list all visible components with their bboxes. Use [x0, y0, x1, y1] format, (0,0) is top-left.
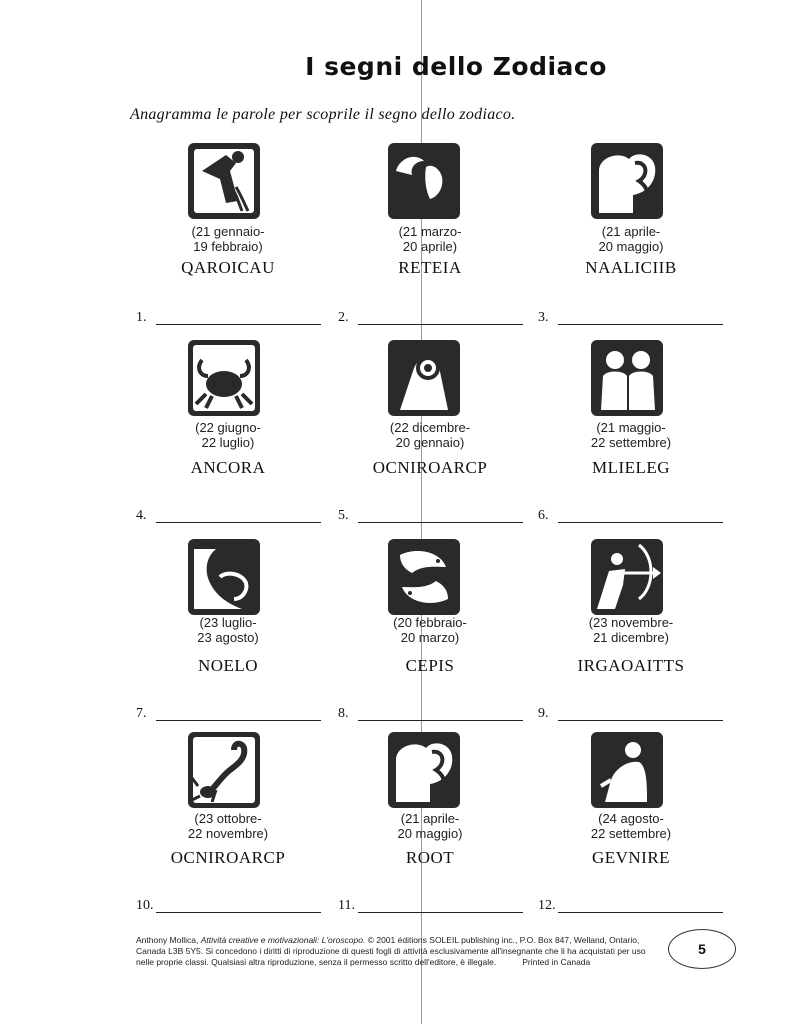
- leo-icon: [186, 537, 262, 617]
- answer-field[interactable]: [538, 508, 728, 526]
- date-end: 20 gennaio): [395, 435, 465, 450]
- date-start: (20 febbraio-: [393, 615, 467, 630]
- answer-line[interactable]: [156, 324, 321, 325]
- sign-date-range: [330, 615, 530, 645]
- date-start: (21 gennaio-: [191, 224, 265, 239]
- date-start: (22 dicembre-: [389, 420, 471, 435]
- answer-number: 4.: [136, 508, 147, 523]
- answer-field[interactable]: [538, 706, 728, 724]
- answer-line[interactable]: [358, 720, 523, 721]
- answer-number: 7.: [136, 706, 147, 721]
- sign-date-range: [531, 420, 731, 450]
- answer-line[interactable]: [558, 912, 723, 913]
- answer-number: 12.: [538, 898, 556, 913]
- answer-number: 1.: [136, 310, 147, 325]
- answer-number: 5.: [338, 508, 349, 523]
- cancer-icon: [186, 338, 262, 418]
- date-start: (21 aprile-: [400, 811, 460, 826]
- footer-rights: Canada L3B 5Y5. Si concedono i diritti di riproduzione di questi fogli di attività esclusivamente all'insegnante che li ha acquistati per uso: [136, 946, 646, 956]
- answer-number: 10.: [136, 898, 154, 913]
- anagram-word: CEPIS: [405, 656, 455, 675]
- answer-field[interactable]: [136, 508, 326, 526]
- anagram-word: ROOT: [405, 848, 455, 867]
- sign-date-range: [531, 811, 731, 841]
- sign-date-range: [330, 420, 530, 450]
- answer-line[interactable]: [358, 522, 523, 523]
- pisces-icon: [386, 537, 462, 617]
- date-end: 22 settembre): [590, 435, 672, 450]
- answer-field[interactable]: [338, 706, 528, 724]
- page-title: I segni dello Zodiaco: [305, 52, 607, 81]
- anagram-word: NAALICIIB: [585, 258, 677, 277]
- date-start: (21 maggio-: [596, 420, 666, 435]
- answer-number: 6.: [538, 508, 549, 523]
- anagram-word: OCNIROARCP: [170, 848, 286, 867]
- copyright-footer: [136, 935, 676, 968]
- footer-book-title: Attività creative e motivazionali: L'oroscopo.: [200, 935, 366, 945]
- date-start: (24 agosto-: [598, 811, 664, 826]
- date-end: 23 agosto): [197, 630, 259, 645]
- answer-line[interactable]: [558, 324, 723, 325]
- sign-date-range: [330, 811, 530, 841]
- answer-line[interactable]: [156, 720, 321, 721]
- answer-field[interactable]: [338, 898, 528, 916]
- answer-number: 8.: [338, 706, 349, 721]
- date-end: 19 febbraio): [193, 239, 263, 254]
- taurus-icon: [386, 730, 462, 810]
- answer-line[interactable]: [156, 912, 321, 913]
- date-start: (23 novembre-: [588, 615, 674, 630]
- anagram-word: IRGAOAITTS: [577, 656, 685, 675]
- anagram-word: GEVNIRE: [591, 848, 671, 867]
- date-end: 20 aprile): [402, 239, 458, 254]
- answer-number: 9.: [538, 706, 549, 721]
- aries-icon: [386, 141, 462, 221]
- taurus-icon: [589, 141, 665, 221]
- aquarius-icon: [186, 141, 262, 221]
- date-start: (21 marzo-: [398, 224, 462, 239]
- answer-field[interactable]: [338, 508, 528, 526]
- date-end: 21 dicembre): [593, 630, 669, 645]
- anagram-word: OCNIROARCP: [372, 458, 488, 477]
- date-start: (21 aprile-: [601, 224, 661, 239]
- answer-number: 3.: [538, 310, 549, 325]
- answer-line[interactable]: [558, 522, 723, 523]
- footer-publisher: © 2001 éditions SOLEIL publishing inc., P.O. Box 847, Welland, Ontario,: [365, 935, 640, 945]
- answer-line[interactable]: [358, 912, 523, 913]
- capricorn-icon: [386, 338, 462, 418]
- anagram-word: MLIELEG: [591, 458, 671, 477]
- sign-date-range: [128, 811, 328, 841]
- footer-legal: nelle proprie classi. Qualsiasi altra riproduzione, senza il permesso scritto dell'editore, è illegale.: [136, 957, 497, 967]
- sign-date-range: [128, 224, 328, 254]
- sign-date-range: [128, 420, 328, 450]
- answer-field[interactable]: [136, 706, 326, 724]
- answer-line[interactable]: [156, 522, 321, 523]
- date-start: (23 luglio-: [199, 615, 257, 630]
- footer-printed: Printed in Canada: [522, 957, 591, 967]
- date-end: 20 marzo): [400, 630, 460, 645]
- gemini-icon: [589, 338, 665, 418]
- sign-date-range: [128, 615, 328, 645]
- answer-number: 11.: [338, 898, 355, 913]
- footer-author: Anthony Mollica,: [136, 935, 201, 945]
- sagittarius-icon: [589, 537, 665, 617]
- anagram-word: NOELO: [197, 656, 259, 675]
- answer-number: 2.: [338, 310, 349, 325]
- instruction-text: Anagramma le parole per scoprile il segno dello zodiaco.: [130, 106, 516, 123]
- date-end: 20 maggio): [598, 239, 664, 254]
- anagram-word: RETEIA: [398, 258, 462, 277]
- date-start: (23 ottobre-: [194, 811, 262, 826]
- answer-field[interactable]: [538, 898, 728, 916]
- anagram-word: ANCORA: [190, 458, 266, 477]
- answer-field[interactable]: [136, 898, 326, 916]
- date-end: 22 novembre): [187, 826, 269, 841]
- scorpio-icon: [186, 730, 262, 810]
- answer-line[interactable]: [358, 324, 523, 325]
- anagram-word: QAROICAU: [181, 258, 275, 277]
- date-end: 20 maggio): [397, 826, 463, 841]
- answer-field[interactable]: [338, 310, 528, 328]
- date-start: (22 giugno-: [195, 420, 261, 435]
- date-end: 22 settembre): [590, 826, 672, 841]
- answer-line[interactable]: [558, 720, 723, 721]
- page-number: 5: [668, 929, 736, 969]
- virgo-icon: [589, 730, 665, 810]
- answer-field[interactable]: [538, 310, 728, 328]
- answer-field[interactable]: [136, 310, 326, 328]
- sign-date-range: [531, 224, 731, 254]
- sign-date-range: [330, 224, 530, 254]
- sign-date-range: [531, 615, 731, 645]
- date-end: 22 luglio): [201, 435, 255, 450]
